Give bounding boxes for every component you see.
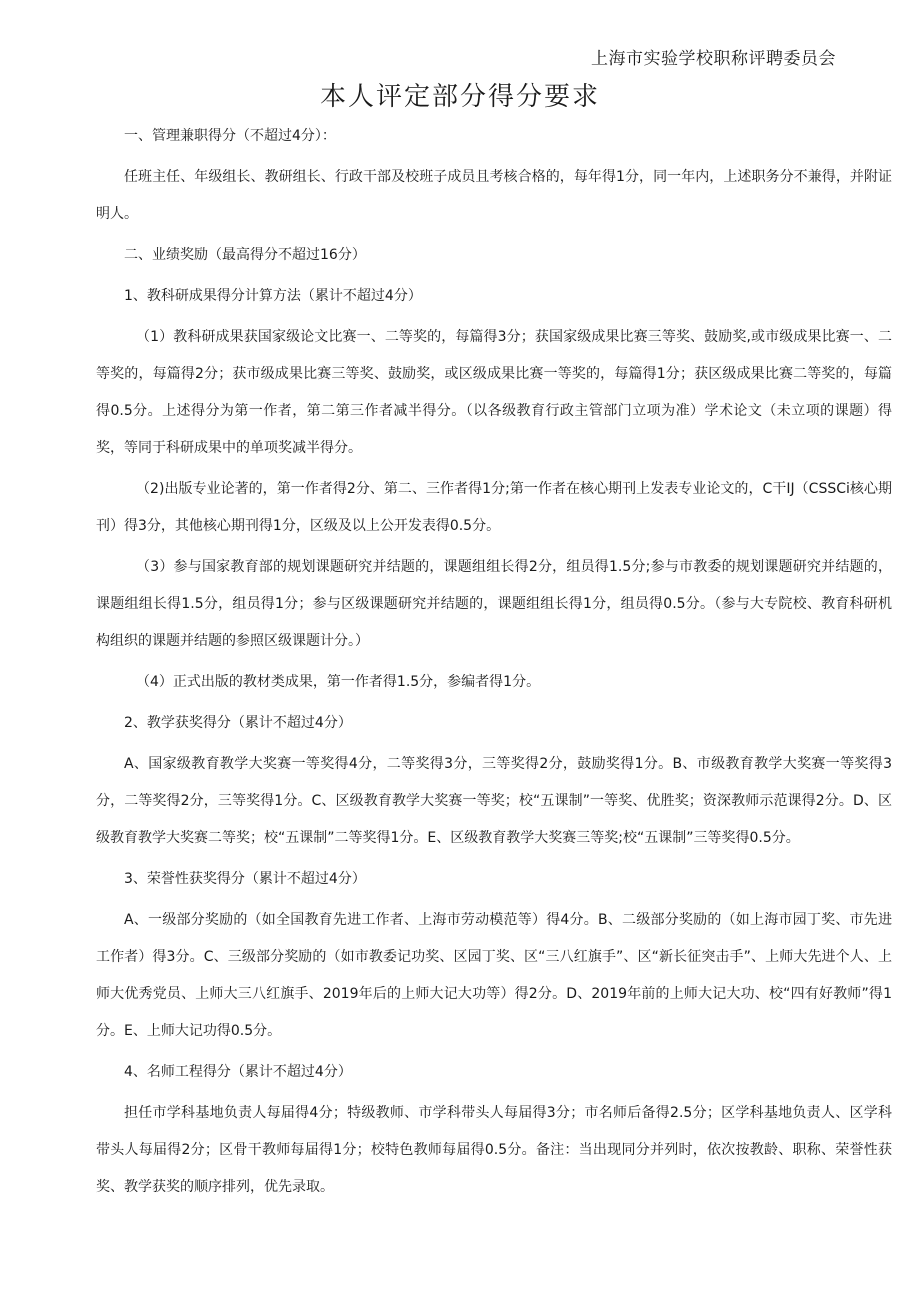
section-2-2-text: A、国家级教育教学大奖赛一等奖得4分，二等奖得3分，三等奖得2分，鼓励奖得1分。B、市级教育教学大奖赛一等奖得3分，二等奖得2分，三等奖得1分。C、区级教育教学大奖赛一等奖；校“五课制”一等奖、优胜奖；资深教师示范课得2分。D、区级教育教学大奖赛二等奖；校“五课制”二等奖得1分。E、区级教育教学大奖赛三等奖;校“五课制”三等奖得0.5分。 (96, 756, 892, 846)
document-title: 本人评定部分得分要求 (319, 82, 600, 112)
section-2-1-item-3: （3）参与国家教育部的规划课题研究并结题的，课题组组长得2分，组员得1.5分;参与市教委的规划课题研究并结题的，课题组组长得1.5分，组员得1分；参与区级课题研究并结题的，课题组组长得1分，组员得0.5分。（参与大专院校、教育科研机构组织的课题并结题的参照区级课题计分。） (96, 559, 892, 649)
section-2-4-heading: 4、名师工程得分（累计不超过4分） (124, 1064, 352, 1080)
section-2-4-text: 担任市学科基地负责人每届得4分；特级教师、市学科带头人每届得3分；市名师后备得2.5分；区学科基地负责人、区学科带头人每届得2分；区骨干教师每届得1分；校特色教师每届得0.5分。备注：当出现同分并列时，依次按教龄、职称、荣誉性获奖、教学获奖的顺序排列，优先录取。 (96, 1105, 892, 1195)
section-1-heading: 一、管理兼职得分（不超过4分）： (124, 128, 336, 144)
document-body (96, 118, 892, 1206)
section-2-1-item-4: （4）正式出版的教材类成果，第一作者得1.5分，参编者得1分。 (136, 674, 541, 690)
section-2-3-heading: 3、荣誉性获奖得分（累计不超过4分） (124, 871, 366, 887)
section-1-text: 任班主任、年级组长、教研组长、行政干部及校班子成员且考核合格的，每年得1分，同一年内，上述职务分不兼得，并附证明人。 (96, 169, 892, 222)
section-2-heading: 二、业绩奖励（最高得分不超过16分） (124, 247, 366, 263)
organization-name: 上海市实验学校职称评聘委员会 (591, 49, 836, 69)
section-2-1-item-1: （1）教科研成果获国家级论文比赛一、二等奖的，每篇得3分；获国家级成果比赛三等奖、鼓励奖,或市级成果比赛一、二等奖的，每篇得2分；获市级成果比赛三等奖、鼓励奖，或区级成果比赛一等奖的，每篇得1分；获区级成果比赛二等奖的，每篇得0.5分。上述得分为第一作者，第二第三作者减半得分。（以各级教育行政主管部门立项为准）学术论文（未立项的课题）得奖，等同于科研成果中的单项奖减半得分。 (96, 329, 892, 456)
section-2-1-heading: 1、教科研成果得分计算方法（累计不超过4分） (124, 288, 422, 304)
section-2-2-heading: 2、教学获奖得分（累计不超过4分） (124, 715, 352, 731)
section-2-3-text: A、一级部分奖励的（如全国教育先进工作者、上海市劳动模范等）得4分。B、二级部分奖励的（如上海市园丁奖、市先进工作者）得3分。C、三级部分奖励的（如市教委记功奖、区园丁奖、区“三八红旗手”、区“新长征突击手”、上师大先进个人、上师大优秀党员、上师大三八红旗手、2019年后的上师大记大功等）得2分。D、2019年前的上师大记大功、校“四有好教师”得1分。E、上师大记功得0.5分。 (96, 912, 892, 1039)
section-2-1-item-2: （2)出版专业论著的，第一作者得2分、第二、三作者得1分;第一作者在核心期刊上发表专业论文的，C干IJ（CSSCi核心期刊）得3分，其他核心期刊得1分，区级及以上公开发表得0.5分。 (96, 481, 892, 534)
